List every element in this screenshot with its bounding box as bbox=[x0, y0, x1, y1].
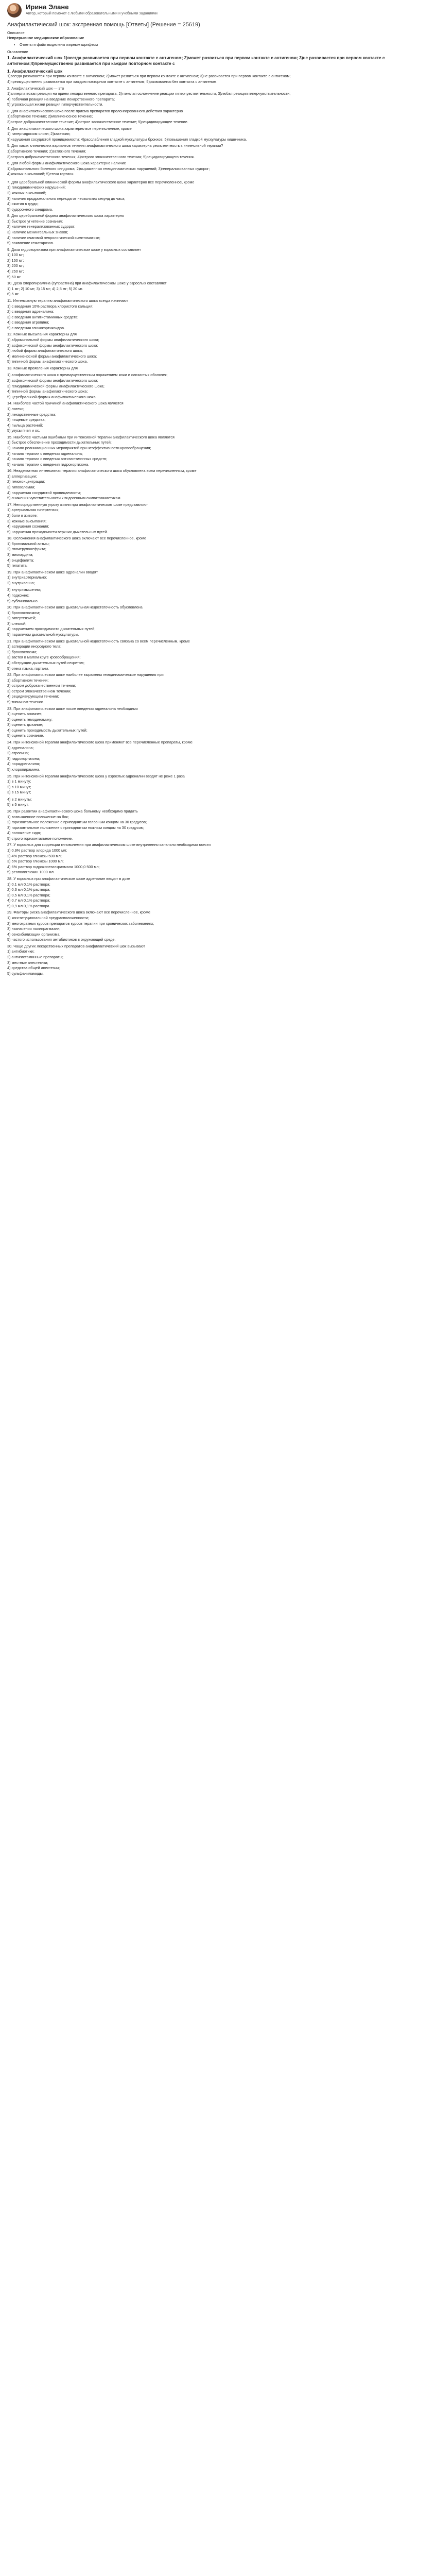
description-value: Непрерывное медицинское образование bbox=[7, 36, 84, 41]
answer-line: 4) с введения атропина; bbox=[7, 320, 49, 325]
answer-line: 3) миокардита; bbox=[7, 552, 33, 557]
spacer bbox=[7, 177, 429, 179]
answer-line: 4) обструкции дыхательных путей секретом; bbox=[7, 660, 85, 665]
answer-line: 2) атропина; bbox=[7, 751, 29, 756]
answer-line: 4) нарушения сосудистой проницаемости; bbox=[7, 490, 81, 495]
answer-line: 1) абортивном течении; bbox=[7, 677, 49, 683]
answer-line: 3) в 15 минут; bbox=[7, 790, 31, 795]
answer-line: 3) слезкой; bbox=[7, 621, 27, 626]
answer-line: 5) сублингвально. bbox=[7, 598, 39, 603]
answer-line: 2) с введения адреналина; bbox=[7, 309, 55, 314]
answer-line: 3) назначения полипрагмазии; bbox=[7, 926, 61, 931]
answer-line: 5) сульфаниламиды. bbox=[7, 971, 44, 976]
answer-line: 3) гемодинамической формы анафилактического шока; bbox=[7, 383, 104, 388]
answer-line: 1) 1 мг; 2) 10 мг; 3) 15 мг; 4) 2,5 мг; 5) 20 мг. bbox=[7, 286, 83, 291]
answer-line: 2) в 10 минут; bbox=[7, 784, 31, 789]
answer-line: 5) параличом дыхательной мускулатуры. bbox=[7, 632, 79, 637]
answer-line: 6) 5 мг. bbox=[7, 292, 20, 297]
answer-line: 3)острое доброкачественное течение; 4)острое злокачественное течение; 5)рецидивирующее течение. bbox=[7, 120, 188, 125]
answer-line: 5) снижения чувствительности к эндогенным симпатомиметикам. bbox=[7, 496, 121, 501]
question-line: 3. Для анафилактического шока после приема препаратов пролонгированного действия характерно bbox=[7, 108, 183, 113]
author-block bbox=[7, 3, 429, 18]
answer-line: 3) горизонтальное положение с приподнятым ножным концом на 30 градусов; bbox=[7, 825, 144, 830]
note-item: • Ответы и файл выделены жирным шрифтом bbox=[20, 42, 429, 48]
answer-line: 4) положение сидя; bbox=[7, 831, 41, 836]
answer-line: 2) 0,3 мл 0,1% раствора; bbox=[7, 887, 50, 892]
answer-line: 1) оценить анамнез; bbox=[7, 711, 43, 717]
answer-line: 3) оценить дыхание; bbox=[7, 722, 43, 727]
question-line: 14. Наиболее частой причиной анафилактического шока является bbox=[7, 401, 124, 406]
answer-line: 1) в 1 минуту; bbox=[7, 779, 31, 784]
answer-line: 2) остром доброкачественном течении; bbox=[7, 683, 76, 688]
author-name[interactable]: Ирина Элане bbox=[26, 3, 69, 11]
answer-line: 2) гипертензией; bbox=[7, 616, 37, 621]
answer-line: 3) 5% раствор глюкозы 1000 мл; bbox=[7, 859, 64, 864]
question-line: 11. Интенсивную терапию анафилактического шока всегда начинают bbox=[7, 298, 128, 303]
answer-line: 3) с введения антигистаминных средств; bbox=[7, 314, 79, 319]
answer-line: 1) 0,9% раствор хлорида 1000 мл; bbox=[7, 848, 67, 853]
answer-line: 2) кожных высыпаний; bbox=[7, 190, 46, 195]
answer-line: 3) кожные высыпания; bbox=[7, 518, 47, 523]
answer-line: 4) рецидивирующем течении; bbox=[7, 694, 59, 699]
question-line: 15. Наиболее частыми ошибками при интенсивной терапии анафилактического шока являются bbox=[7, 434, 175, 439]
answer-line: 3) местные анестетики; bbox=[7, 960, 48, 965]
answer-line: 3)нарушения сосудистой проницаемости; 4)расслабления гладкой мускулатуры бронхов; 5)повышения гладкой мускулатуры кишечника. bbox=[7, 137, 247, 142]
answer-line: 5) в 5 минут. bbox=[7, 802, 29, 807]
toc-item[interactable]: 1. Анафилактический шок 1)всегда развивается при первом контакте с антигеном; 2)может развиться при первом контакте с антигеном; 3)не развивается при первом контакте с антигеном;4)преимущественно развивается при каждом повторном контакте с bbox=[7, 55, 385, 66]
answer-line: 4) пыльца растений; bbox=[7, 422, 43, 428]
answer-line: 2) гломерулонефрита; bbox=[7, 547, 46, 552]
description-label: Описание: bbox=[7, 30, 26, 35]
answer-line: 4) типичной формы анафилактического шока; bbox=[7, 389, 88, 394]
answer-line: 1)абортивного течения; 2)затяжного течения; bbox=[7, 148, 86, 154]
article-page bbox=[0, 0, 436, 981]
answer-line: 5) строго горизонтальное положение. bbox=[7, 836, 73, 841]
answer-line: 1) бронхиальной астмы; bbox=[7, 541, 50, 546]
answer-line: 4) подкожно; bbox=[7, 593, 29, 598]
answer-line: 4) 6% раствор гидроксиэтилкрахмала 1000,0 500 мл; bbox=[7, 864, 100, 869]
answer-line: 3) 0,5 мл 0,1% раствора; bbox=[7, 892, 50, 897]
answer-line: 4) нарушением проходимости дыхательных путей; bbox=[7, 626, 96, 632]
answer-line: 1) с введения 10% раствора хлористого кальция; bbox=[7, 303, 94, 309]
author-bio: Автор, который поможет с любыми образовательными и учебными заданиями bbox=[26, 11, 158, 15]
answer-line: 1)всегда развивается при первом контакте с антигеном; 2)может развиться при первом контакте с антигеном; 3)не развивается при первом контакте с антигеном; bbox=[7, 74, 291, 79]
answer-line: 2) наличие генерализованных судорог; bbox=[7, 224, 76, 229]
answer-line: 1) возвышенное положение на бок; bbox=[7, 814, 69, 819]
answer-line: 4)преимущественно развивается при каждом повторном контакте с антигеном; 5)развивается без контакта с антигеном. bbox=[7, 79, 218, 84]
question-content bbox=[7, 74, 429, 976]
author-info bbox=[26, 3, 158, 16]
answer-line: 1) 0,1 мл 0,1% раствора; bbox=[7, 882, 50, 887]
answer-line: 5) реополиглюкин 1000 мл. bbox=[7, 870, 55, 875]
question-line: 24. При интенсивной терапии анафилактического шока применяют все перечисленные препараты, кроме bbox=[7, 740, 193, 745]
question-line: 18. Осложнения анафилактического шока включают все перечисленное, кроме bbox=[7, 536, 147, 541]
answer-line: 4) молниеносной формы анафилактического шока; bbox=[7, 353, 97, 359]
question-line: 2. Анафилактический шок — это bbox=[7, 86, 64, 91]
answer-line: 2) горизонтальное положение с приподнятым головным концом на 30 градусов; bbox=[7, 820, 147, 825]
question-line: 12. Кожные высыпания характерны для bbox=[7, 332, 77, 337]
question-line: 16. Неадекватная интенсивная терапия анафилактического шока обусловлена всем перечисленным, кроме bbox=[7, 468, 197, 473]
question-line: 22. При анафилактическом шоке наиболее выражены гемодинамические нарушения при bbox=[7, 672, 164, 677]
question-line: 17. Непосредственную угрозу жизни при анафилактическом шоке представляют bbox=[7, 502, 148, 507]
answer-line: 1)абдоминального болевого синдрома; 2)выраженных гемодинамических нарушений; 3)генерализованных судорог; bbox=[7, 166, 210, 171]
answer-line: 5) начало терапии с введения гидрокортизона. bbox=[7, 462, 90, 467]
answer-line: 2) антигистаминные препараты; bbox=[7, 955, 63, 960]
answer-line: 4) 0,7 мл 0,1% раствора; bbox=[7, 898, 50, 903]
answer-line: 2) асфиксической формы анафилактического шока; bbox=[7, 343, 98, 348]
question-line: 19. При анафилактическом шоке адреналин вводят bbox=[7, 569, 98, 574]
answer-line: 5) церебральной формы анафилактического шока. bbox=[7, 394, 97, 399]
answer-line: 3) остром злокачественном течении; bbox=[7, 688, 72, 693]
answer-line: 3) начало терапии с введения адреналина; bbox=[7, 451, 83, 456]
answer-line: 4)кожных высыпаний; 5)стека гортани. bbox=[7, 172, 75, 177]
avatar[interactable] bbox=[7, 3, 22, 18]
answer-line: 4) средства общей анестезии; bbox=[7, 965, 60, 971]
answer-line: 2) асфиксической формы анафилактического шока; bbox=[7, 378, 98, 383]
answer-line: 3) гиповолемии; bbox=[7, 485, 36, 490]
answer-line: 1) артериальная гипертензия; bbox=[7, 507, 60, 513]
answer-line: 4) сжатия в груди; bbox=[7, 201, 39, 207]
answer-line: 2) лекарственные средства; bbox=[7, 412, 57, 417]
answer-line: 5) гепатита. bbox=[7, 563, 28, 568]
answer-line: 5) появление гематарозов. bbox=[7, 241, 54, 246]
answer-line: 5) оценить сознание. bbox=[7, 733, 44, 738]
question-line: 21. При анафилактическом шоке дыхательной недостаточность связана со всем перечисленным, кроме bbox=[7, 638, 190, 643]
answer-line: 1) 100 мг; bbox=[7, 252, 24, 258]
question-line: 6. Для любой формы анафилактического шока характерно наличие bbox=[7, 161, 126, 166]
answer-line: 2) внутривенно; bbox=[7, 580, 35, 585]
question-line: 29. Факторы риска анафилактического шока включают все перечисленное, кроме bbox=[7, 910, 151, 915]
answer-line: 4) в 2 минуты; bbox=[7, 796, 32, 802]
answer-line: 4) энцефалита; bbox=[7, 557, 34, 563]
answer-line: 2) 4% раствор глюкозы 500 мл; bbox=[7, 853, 62, 858]
toc-label: Оглавление bbox=[7, 49, 28, 55]
answer-line: 5) нарушения проходимости верхних дыхательных путей. bbox=[7, 529, 108, 534]
answer-line: 1) аллергизации; bbox=[7, 473, 37, 479]
section-title: 1. Анафилактический шок bbox=[7, 68, 63, 74]
question-line: 8. Для церебральной формы анафилактического шока характерно bbox=[7, 213, 124, 218]
answer-line: 1) адреналина; bbox=[7, 745, 34, 750]
answer-line: 3) наличие менингеальных знаков; bbox=[7, 230, 68, 235]
answer-line: 2) гемоконцентрации; bbox=[7, 479, 45, 484]
answer-line: 1)аллергическая реакция на прием лекарственного препарата; 2)тяжелая осложнение реакции гиперчувствительности; 3)любая реакция гиперчувствительности; bbox=[7, 91, 291, 96]
answer-line: 1) быстрое угнетение сознания; bbox=[7, 218, 63, 224]
question-line: 13. Кожные проявления характерны для bbox=[7, 365, 78, 370]
answer-line: 3) любой формы анафилактического шока; bbox=[7, 348, 83, 353]
answer-line: 5) с введения глюкокортикоидов. bbox=[7, 325, 65, 330]
answer-line: 5) частого использования антибиотиков в окружающей среде. bbox=[7, 937, 116, 942]
answer-line: 2) 150 мг; bbox=[7, 258, 24, 263]
answer-line: 3) гидрокортизона; bbox=[7, 756, 40, 761]
answer-line: 2) бронхоспазма; bbox=[7, 649, 38, 654]
answer-line: 1) конституциональной предрасположенности; bbox=[7, 915, 89, 920]
question-line: 28. У взрослых при анафилактическом шоке адреналин вводят в дозе bbox=[7, 876, 130, 881]
answer-line: 4) норадреналина; bbox=[7, 761, 40, 767]
question-line: 5. Для каких клинических вариантов течения анафилактического шока характерна резистентность к интенсивной терапии? bbox=[7, 143, 223, 148]
answer-line: 1) латекс; bbox=[7, 406, 24, 411]
answer-line: 1) быстрое обеспечение проходимости дыхательных путей; bbox=[7, 440, 112, 445]
answer-line: 1) бронхоспазмом; bbox=[7, 610, 40, 615]
answer-line: 3) застоя в малом круге кровообращения; bbox=[7, 655, 81, 660]
answer-line: 5) отека языка, гортани. bbox=[7, 666, 49, 671]
answer-line: 3) 200 мг; bbox=[7, 263, 24, 268]
answer-line: 3) наличия продромального периода от нескольких секунд до часа; bbox=[7, 196, 126, 201]
answer-line: 4) оценить проходимость дыхательных путей; bbox=[7, 727, 88, 733]
answer-line: 4) начало терапии с введения антигистаминных средств; bbox=[7, 456, 107, 462]
question-line: 9. Доза гидрокортизона при анафилактическом шоке у взрослых составляет bbox=[7, 247, 141, 252]
answer-line: 4) 250 мг; bbox=[7, 269, 24, 274]
answer-line: 1) анафилактического шока с преимущественным поражением кожи и слизистых оболочек; bbox=[7, 372, 168, 378]
answer-line: 5) типичной формы анафилактического шока. bbox=[7, 359, 88, 364]
answer-line: 5) судорожного синдрома. bbox=[7, 207, 53, 212]
page-title: Анафилактический шок: экстренная помощь [Ответы] (Решение = 25619) bbox=[7, 22, 200, 28]
answer-line: 4) побочная реакция на введение лекарственного препарата; bbox=[7, 96, 115, 101]
answer-line: 5) 50 мг. bbox=[7, 274, 22, 279]
answer-line: 5) угрожающая жизни реакция гиперчувствительности. bbox=[7, 102, 103, 107]
answer-line: 4) наличие очаговой неврологической симптоматики; bbox=[7, 235, 100, 240]
answer-line: 1) гипергидрозом слизи; 2)кахексии; bbox=[7, 131, 71, 137]
answer-line: 4) нарушения сознания; bbox=[7, 524, 49, 529]
answer-line: 1)абортивное течение; 2)молниеносное течение; bbox=[7, 114, 93, 119]
answer-line: 5) укусы пчел и ос. bbox=[7, 428, 40, 433]
answer-line: 1) внутриартериально; bbox=[7, 575, 47, 580]
answer-line: 1) аспирации инородного тела; bbox=[7, 644, 62, 649]
answer-line: 4) сенсибилизации организма; bbox=[7, 931, 61, 937]
answer-line: 1) гемодинамических нарушений; bbox=[7, 185, 66, 190]
answer-line: 3) внутримышечно; bbox=[7, 587, 41, 592]
answer-line: 5) типичном течении. bbox=[7, 700, 45, 704]
answer-line: 2) оценить гемодинамику; bbox=[7, 717, 53, 722]
answer-line: 5) хлоропирамина. bbox=[7, 767, 41, 772]
answer-line: 2) боли в животе; bbox=[7, 513, 38, 518]
answer-line: 2) многократных курсов препаратов курсов терапии при хронических заболеваниях; bbox=[7, 921, 154, 926]
toc-list bbox=[7, 55, 429, 66]
answer-line: 3)острого доброкачественного течения; 4)острого злокачественного течения; 5)рецидивирующего течения. bbox=[7, 154, 195, 159]
answer-line: 1) абдоминальной формы анафилактического шока; bbox=[7, 337, 99, 342]
question-line: 23. При анафилактическом шоке после введения адреналина необходимо bbox=[7, 706, 138, 711]
question-line: 25. При интенсивной терапии анафилактического шока у взрослых адреналин вводят не реже 1 раза bbox=[7, 773, 185, 778]
question-line: 4. Для анафилактического шока характерно все перечисленное, кроме bbox=[7, 126, 132, 131]
answer-line: 3) пищевые средства; bbox=[7, 417, 46, 422]
notes-list bbox=[7, 42, 429, 48]
question-line: 26. При развитии анафилактического шока больному необходимо придать bbox=[7, 808, 138, 814]
answer-line: 1) антибиотики; bbox=[7, 949, 34, 954]
question-line: 20. При анафилактическом шоке дыхательная недостаточность обусловлена bbox=[7, 605, 143, 610]
question-line: 7. Для церебральной клинической формы анафилактического шока характерно все перечисленное, кроме bbox=[7, 179, 195, 184]
answer-line: 5) 0,9 мл 0,1% раствора. bbox=[7, 903, 50, 908]
question-line: 27. У взрослых для коррекции гиповолемии при анафилактическом шоке внутривенно капельно необходимо ввести bbox=[7, 842, 211, 848]
question-line: 30. Чаще других лекарственных препаратов анафилактический шок вызывают bbox=[7, 943, 145, 948]
answer-line: 2) начало реанимационных мероприятий при неэффективности кровообращения; bbox=[7, 445, 151, 450]
question-line: 10. Доза хлоропирамина (супрастина) при анафилактическом шоке у взрослых составляет bbox=[7, 281, 167, 286]
